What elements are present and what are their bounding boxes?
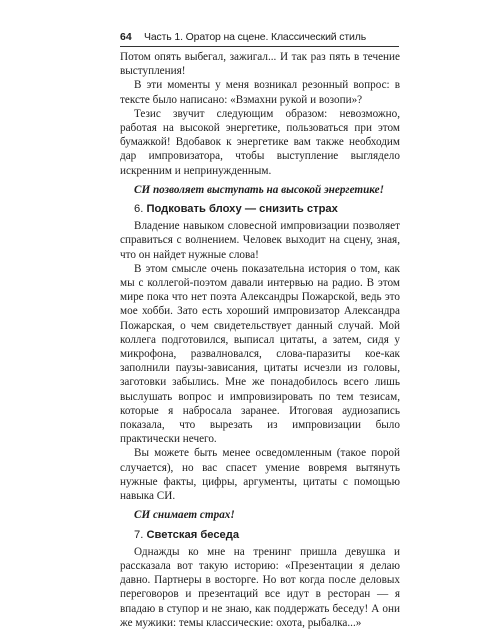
header-rule [120, 46, 399, 47]
paragraph: Потом опять выбегал, зажигал... И так раз пять в течение выступления! [120, 51, 400, 78]
running-title: Часть 1. Оратор на сцене. Классический стиль [144, 31, 367, 43]
emphasis-statement: СИ снимает страх! [134, 509, 235, 522]
paragraph: Тезис звучит следующим образом: невозможно, работая на высокой энергетике, пользоваться при этом бумажкой! Вдобавок к энергетике вам также необходим дар импровизатора, чтобы выступление выглядело искренним и непринужденным. [120, 107, 400, 177]
page-header [120, 30, 398, 44]
section-number: 7. [134, 528, 144, 541]
page-number: 64 [120, 31, 132, 43]
section-title: Подковать блоху — снизить страх [146, 203, 338, 216]
emphasis-statement: СИ позволяет выступать на высокой энергетике! [134, 183, 384, 196]
body-text [120, 50, 400, 630]
paragraph: Однажды ко мне на тренинг пришла девушка и рассказала вот такую историю: «Презентации я делаю давно. Партнеры в восторге. Но вот когда после деловых переговоров и презентаций все идут в ресторан — я впадаю в ступор и не знаю, как поддержать беседу! А они же мужики: темы классические: охота, рыбалка...» [120, 545, 400, 629]
paragraph: Вы можете быть менее осведомленным (такое порой случается), но вас спасет умение вовремя вытянуть нужные факты, цифры, аргументы, цитаты с помощью навыка СИ. [120, 447, 400, 503]
paragraph: В эти моменты у меня возникал резонный вопрос: в тексте было написано: «Взмахни рукой и возопи»? [120, 79, 400, 106]
paragraph: В этом смысле очень показательна история о том, как мы с коллегой-поэтом давали интервью на радио. В этом мире пока что нет поэта Александры Пожарской, ведь это мое хобби. Зато есть хороший импровизатор Александра Пожарская, о чем свидетельствует данный случай. Мой коллега подготовился, выписал цитаты, а затем, сидя у микрофона, развалновался, слова-паразиты кое-как заполнили паузы-зависания, цитаты исчезли из головы, заготовки забылись. Мне же понадобилось всего лишь выслушать вопрос и импровизировать по тем тезисам, которые я набросала заранее. Итоговая аудиозапись показала, что вырезать из импровизации было практически нечего. [120, 262, 400, 446]
paragraph: Владение навыком словесной импровизации позволяет справиться с волнением. Человек выходит на сцену, зная, что он найдет нужные слова! [120, 220, 400, 261]
section-number: 6. [134, 203, 144, 216]
section-heading [120, 528, 400, 542]
section-title: Светская беседа [146, 528, 240, 541]
section-heading [120, 202, 400, 216]
